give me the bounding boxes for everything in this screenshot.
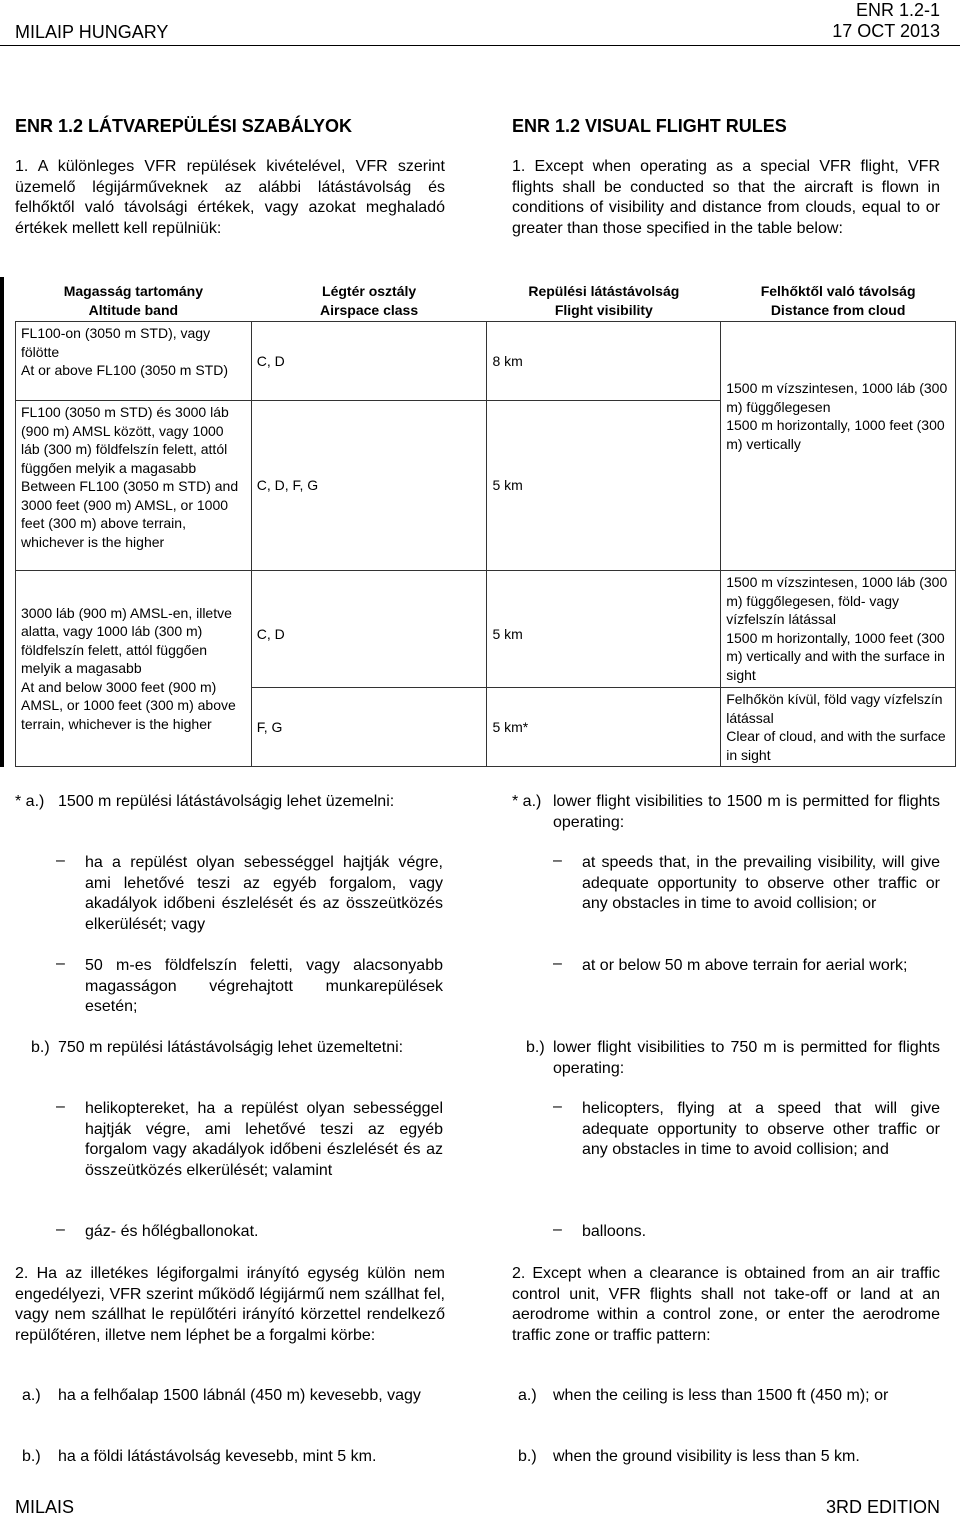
bullet-dash: –: [553, 955, 562, 972]
vfr-minima-table: [15, 281, 956, 767]
en-note-a-item: at or below 50 m above terrain for aerial work;: [582, 957, 908, 974]
en-paragraph-1: 1. Except when operating as a special VFR flight, VFR flights shall be conducted so that the aircraft is flown in conditions of visibility and distance from clouds, equal to or greater than those specified in the table below:: [512, 158, 940, 237]
en-section-title: ENR 1.2 VISUAL FLIGHT RULES: [512, 116, 787, 136]
bullet-dash: –: [553, 1221, 562, 1238]
airspace-class-cell: C, D: [251, 322, 487, 401]
hu-p2-a-label: a.): [22, 1387, 41, 1404]
distance-cell: 1500 m vízszintesen, 1000 láb (300 m) függőlegesen, föld- vagy vízfelszín látással 1500 m horizontally, 1000 feet (300 m) vertically and with the surface in sight: [721, 571, 956, 688]
amendment-bar: [0, 277, 4, 767]
hu-note-b-item: gáz- és hőlégballonokat.: [85, 1223, 259, 1240]
table-header-row: [16, 281, 956, 322]
hu-p2-b-text: ha a földi látástávolság kevesebb, mint 5 km.: [58, 1448, 377, 1465]
bullet-dash: –: [553, 1098, 562, 1115]
distance-cell: Felhőkön kívül, föld vagy vízfelszín látással Clear of cloud, and with the surface in sight: [721, 688, 956, 767]
en-p2-a-text: when the ceiling is less than 1500 ft (450 m); or: [553, 1387, 889, 1404]
hu-note-b-label: b.): [31, 1039, 50, 1056]
hu-p2-a-text: ha a felhőalap 1500 lábnál (450 m) kevesebb, vagy: [58, 1387, 421, 1404]
altitude-band-cell: FL100 (3050 m STD) és 3000 láb (900 m) AMSL között, vagy 1000 láb (300 m) földfelszín felett, attól függően melyik a magasabb Between FL100 (3050 m STD) and 3000 feet (900 m) AMSL, or 1000 feet (300 m) above terrain, whichever is the higher: [16, 401, 252, 571]
visibility-cell: 8 km: [487, 322, 721, 401]
header-date: 17 OCT 2013: [832, 21, 940, 41]
hu-note-a-item: ha a repülést olyan sebességgel hajtják végre, ami lehetővé teszi az egyéb forgalom, vagy akadályok időbeni észlelését és az összeütközés elkerülését; vagy: [85, 854, 443, 933]
hu-note-a-item: 50 m-es földfelszín feletti, vagy alacsonyabb magasságon végrehajtott munkarepülések esetén;: [85, 957, 443, 1016]
footer-edition: 3RD EDITION: [825, 1497, 940, 1517]
airspace-class-cell: F, G: [251, 688, 487, 767]
altitude-band-cell: FL100-on (3050 m STD), vagy fölötte At or above FL100 (3050 m STD): [16, 322, 252, 401]
header-page-number: ENR 1.2-1: [855, 0, 940, 20]
visibility-cell: 5 km: [487, 401, 721, 571]
hu-note-b-item: helikoptereket, ha a repülést olyan sebességgel hajtják végre, ami lehetővé teszi az egyéb forgalom vagy akadályok időbeni észlelését és az összeütközés elkerülését; valamint: [85, 1100, 443, 1179]
en-note-b-label: b.): [526, 1039, 545, 1056]
en-note-a-text: lower flight visibilities to 1500 m is permitted for flights operating:: [553, 793, 940, 831]
footer-publisher: MILAIS: [15, 1497, 75, 1517]
visibility-cell: 5 km: [487, 571, 721, 688]
header-distance-from-cloud: Felhőktől való távolság Distance from cloud: [760, 283, 916, 318]
table-row: [16, 571, 956, 688]
hu-paragraph-2: 2. Ha az illetékes légiforgalmi irányító egység külön nem engedélyezi, VFR szerint működő légijármű nem szállhat fel, vagy nem szállhat le repülőtéri irányító körzettel rendelkező repülőtéren, illetve nem léphet be a forgalmi körbe:: [15, 1265, 445, 1344]
en-paragraph-2: 2. Except when a clearance is obtained from an air traffic control unit, VFR flights shall not take-off or land at an aerodrome within a control zone, or enter the aerodrome traffic zone or traffic pattern:: [512, 1265, 940, 1344]
bullet-dash: –: [56, 852, 65, 869]
airspace-class-cell: C, D: [251, 571, 487, 688]
hu-paragraph-1: 1. A különleges VFR repülések kivételével, VFR szerint üzemelő légijárműveknek az alábbi látástávolság és felhőktől való távolsági értékek, vagy azokat meghaladó értékek mellett kell repülniük:: [15, 158, 445, 237]
en-note-b-text: lower flight visibilities to 750 m is permitted for flights operating:: [553, 1039, 940, 1077]
header-flight-visibility: Repülési látástávolság Flight visibility: [528, 283, 680, 318]
distance-cell: 1500 m vízszintesen, 1000 láb (300 m) függőlegesen 1500 m horizontally, 1000 feet (300 m) vertically: [721, 322, 956, 571]
header-altitude-band: Magasság tartomány Altitude band: [63, 283, 203, 318]
hu-note-a-label: * a.): [15, 793, 45, 810]
airspace-class-cell: C, D, F, G: [251, 401, 487, 571]
table-row: [16, 322, 956, 401]
bullet-dash: –: [56, 955, 65, 972]
header-rule: [0, 45, 960, 46]
en-p2-b-text: when the ground visibility is less than 5 km.: [553, 1448, 860, 1465]
bullet-dash: –: [56, 1221, 65, 1238]
header-publication: MILAIP HUNGARY: [15, 22, 169, 42]
hu-note-a-text: 1500 m repülési látástávolságig lehet üzemelni:: [58, 793, 395, 810]
en-p2-b-label: b.): [518, 1448, 537, 1465]
hu-p2-b-label: b.): [22, 1448, 41, 1465]
en-p2-a-label: a.): [518, 1387, 537, 1404]
altitude-band-cell: 3000 láb (900 m) AMSL-en, illetve alatta, vagy 1000 láb (300 m) földfelszín felett, attól függően melyik a magasabb At and below 3000 feet (900 m) AMSL, or 1000 feet (300 m) above terrain, whichever is the higher: [16, 571, 252, 767]
header-airspace-class: Légtér osztály Airspace class: [320, 283, 419, 318]
hu-section-title: ENR 1.2 LÁTVAREPÜLÉSI SZABÁLYOK: [15, 116, 353, 136]
en-note-a-label: * a.): [512, 793, 542, 810]
bullet-dash: –: [56, 1098, 65, 1115]
en-note-b-item: balloons.: [582, 1223, 647, 1240]
bullet-dash: –: [553, 852, 562, 869]
hu-note-b-text: 750 m repülési látástávolságig lehet üzemeltetni:: [58, 1039, 404, 1056]
header-page-info: [832, 0, 940, 42]
visibility-cell: 5 km*: [487, 688, 721, 767]
en-note-a-item: at speeds that, in the prevailing visibility, will give adequate opportunity to observe other traffic or any obstacles in time to avoid collision; or: [582, 854, 940, 913]
en-note-b-item: helicopters, flying at a speed that will give adequate opportunity to observe other traffic or any obstacles in time to avoid collision; and: [582, 1100, 940, 1159]
